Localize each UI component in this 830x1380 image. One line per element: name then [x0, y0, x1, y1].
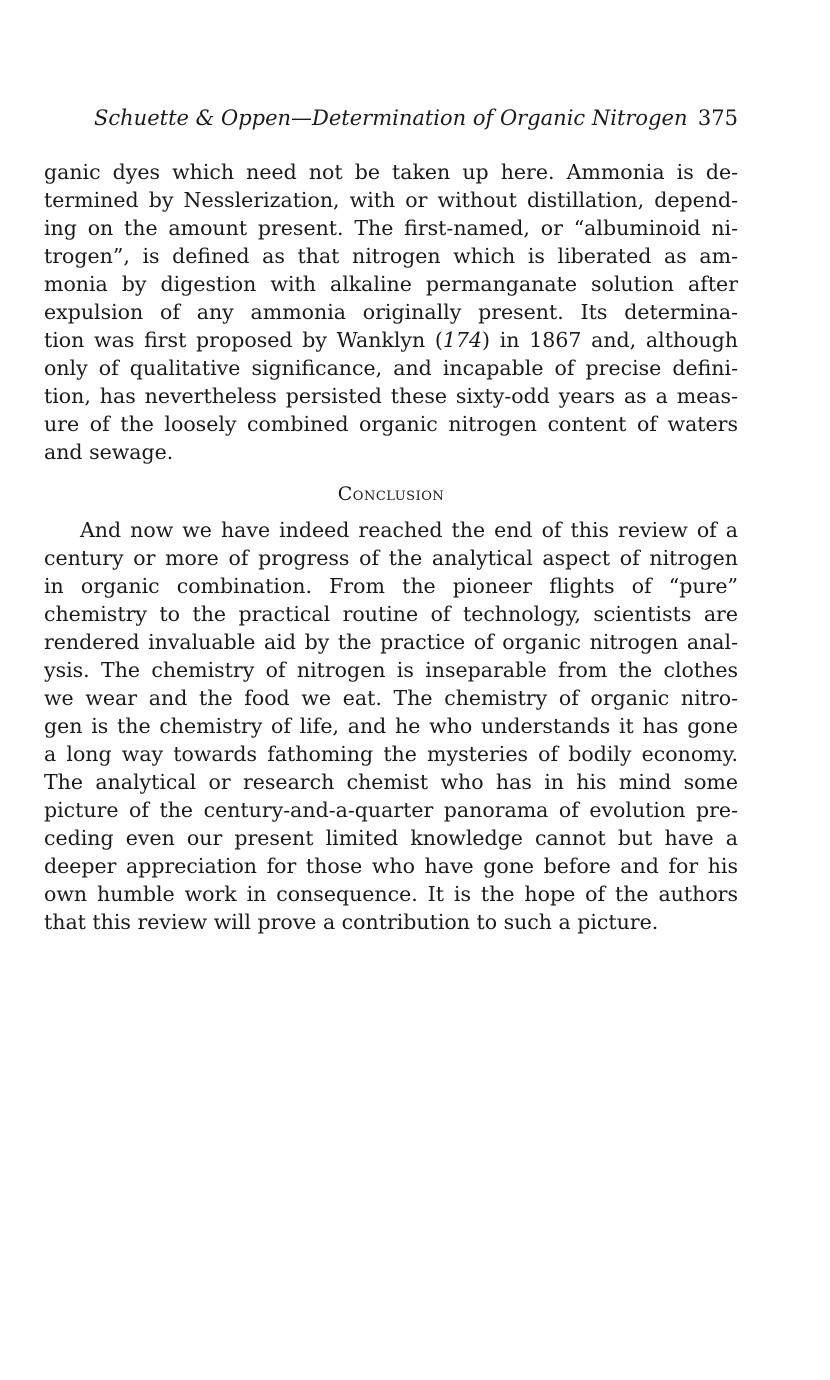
text-line: that this review will prove a contribution to such a picture.: [44, 910, 659, 934]
text-line: termined by Nesslerization, with or without distillation, depend-: [44, 188, 738, 212]
text-line: And now we have indeed reached the end of this review of a: [80, 518, 738, 542]
text-line: own humble work in consequence. It is the hope of the authors: [44, 882, 738, 906]
running-head: [44, 100, 738, 136]
text-line: only of qualitative significance, and incapable of precise defini-: [44, 356, 738, 380]
text-line: ceding even our present limited knowledge cannot but have a: [44, 826, 738, 850]
page-number: 375: [697, 106, 738, 130]
paragraph-conclusion: [44, 516, 738, 936]
text-line: deeper appreciation for those who have gone before and for his: [44, 854, 738, 878]
page: [44, 100, 738, 936]
text-line: ing on the amount present. The first-named, or “albuminoid ni-: [44, 216, 738, 240]
text-line: expulsion of any ammonia originally present. Its determina-: [44, 300, 738, 324]
text-line: gen is the chemistry of life, and he who understands it has gone: [44, 714, 738, 738]
text-line: a long way towards fathoming the mysteries of bodily economy.: [44, 742, 738, 766]
text-line: monia by digestion with alkaline permanganate solution after: [44, 272, 738, 296]
text-line: tion, has nevertheless persisted these sixty-odd years as a meas-: [44, 384, 738, 408]
text-line: picture of the century-and-a-quarter panorama of evolution pre-: [44, 798, 738, 822]
text-line: century or more of progress of the analytical aspect of nitrogen: [44, 546, 738, 570]
text-line: ysis. The chemistry of nitrogen is inseparable from the clothes: [44, 658, 738, 682]
text-line: ure of the loosely combined organic nitrogen content of waters: [44, 412, 738, 436]
text-line: and sewage.: [44, 440, 174, 464]
text-line: ganic dyes which need not be taken up here. Ammonia is de-: [44, 160, 738, 184]
running-title: Schuette & Oppen—Determination of Organic Nitrogen: [94, 106, 688, 130]
text-line: The analytical or research chemist who has in his mind some: [44, 770, 738, 794]
text-line: tion was first proposed by Wanklyn (174) in 1867 and, although: [44, 328, 739, 352]
text-line: chemistry to the practical routine of technology, scientists are: [44, 602, 738, 626]
text-line: rendered invaluable aid by the practice of organic nitrogen anal-: [44, 630, 738, 654]
section-heading: Conclusion: [337, 483, 445, 505]
text-line: we wear and the food we eat. The chemistry of organic nitro-: [44, 686, 738, 710]
paragraph-intro: [44, 158, 738, 466]
text-line: trogen”, is defined as that nitrogen which is liberated as am-: [44, 244, 738, 268]
text-line: in organic combination. From the pioneer flights of “pure”: [44, 574, 738, 598]
